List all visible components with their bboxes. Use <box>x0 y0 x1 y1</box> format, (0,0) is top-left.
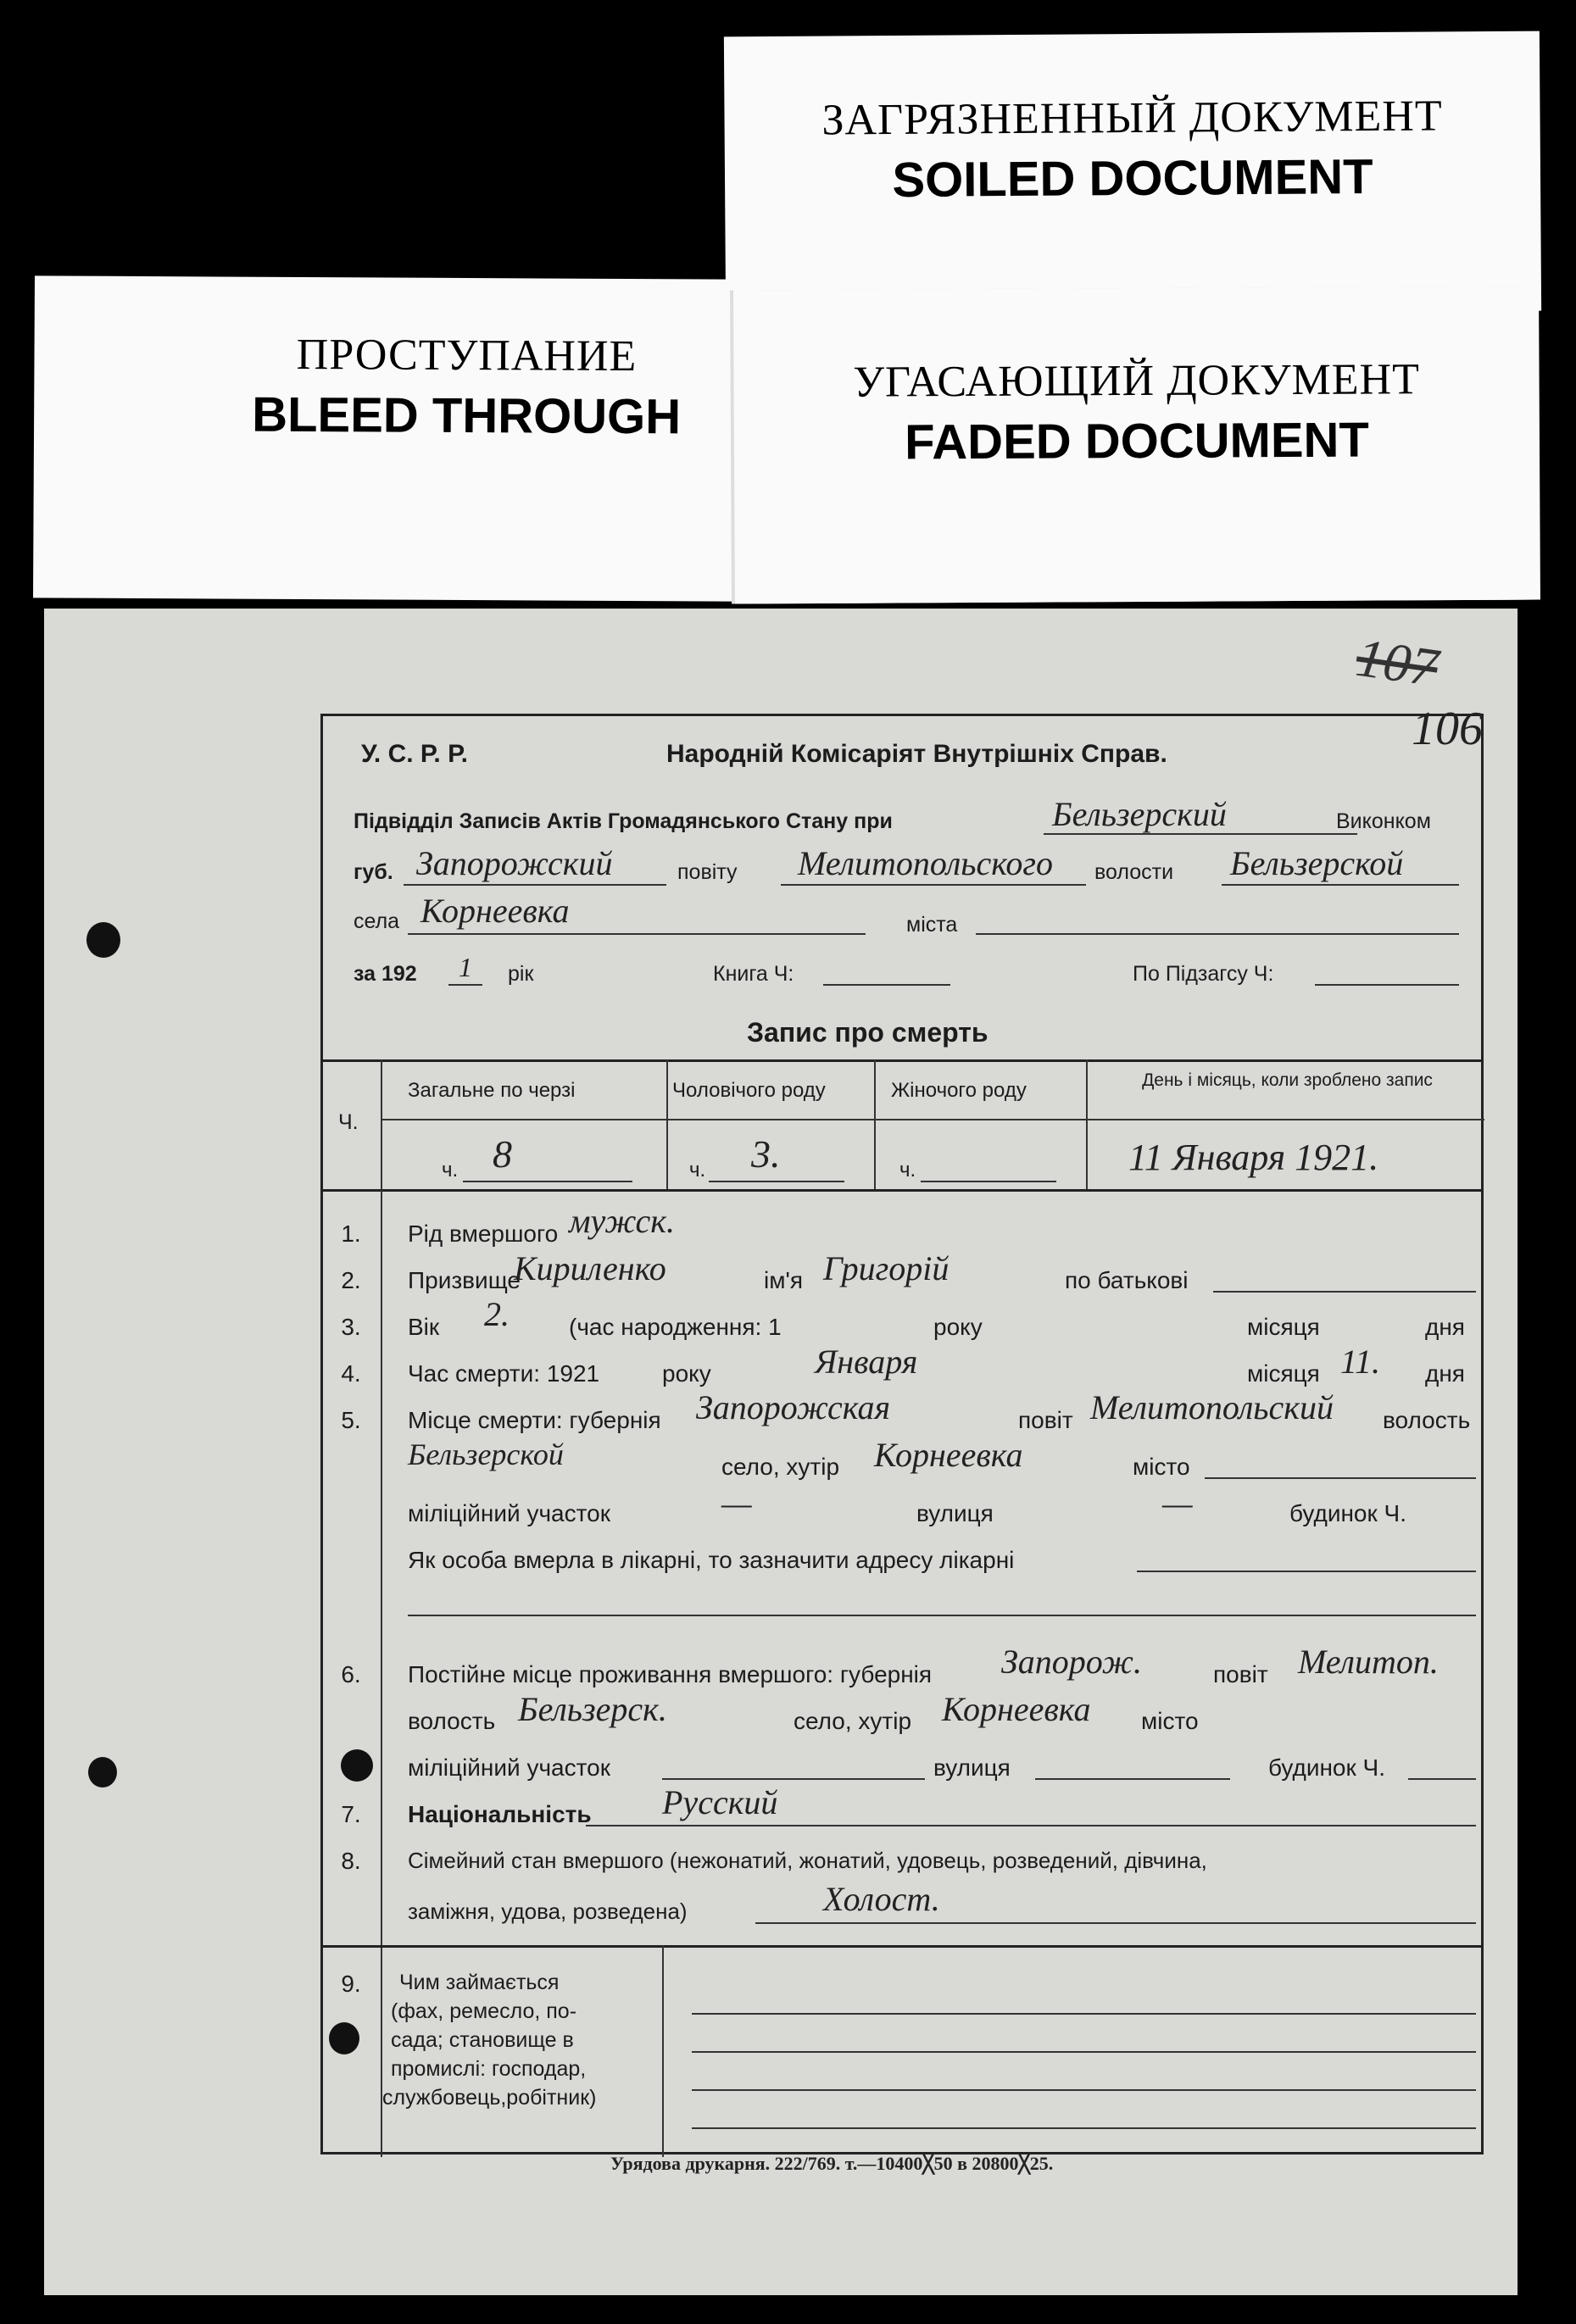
faded-document-card <box>733 286 1540 604</box>
r5-misto-line <box>1205 1477 1476 1479</box>
executive-label: Виконком <box>1336 809 1431 833</box>
r5-label: Місце смерти: губернія <box>408 1407 661 1433</box>
death-record-form <box>320 714 1484 2154</box>
mista-label: міста <box>906 913 958 937</box>
volost-line <box>1222 884 1459 886</box>
r2-label: Призвище <box>408 1267 521 1293</box>
r2-name: Григорій <box>823 1249 949 1287</box>
r6-label: Постійне місце проживання вмершого: губернія <box>408 1661 933 1687</box>
r7-label: Національність <box>408 1801 592 1827</box>
r6-povit-label: повіт <box>1213 1661 1268 1687</box>
soiled-document-card <box>724 31 1541 317</box>
r9-label-3: сада; становище в <box>391 2028 574 2052</box>
r5-vulytsia: вулиця <box>916 1500 994 1526</box>
general-header: Загальне по черзі <box>408 1079 576 1102</box>
row-num-1: 1. <box>341 1220 361 1247</box>
crossed-page-number: 107 <box>1352 626 1442 698</box>
row-num-9: 9. <box>341 1971 361 1997</box>
r5-selo-label: село, хутір <box>721 1454 840 1480</box>
record-title: Запис про смерть <box>747 1017 988 1048</box>
r5-volost-label: волость <box>1383 1407 1471 1433</box>
r6-misto: місто <box>1141 1708 1199 1734</box>
table-divider <box>874 1059 876 1189</box>
r8-label: Сімейний стан вмершого (нежонатий, жонатий, удовець, розведений, дівчина, <box>408 1848 1207 1873</box>
r1-label: Рід вмершого <box>408 1220 559 1247</box>
female-line <box>921 1181 1056 1182</box>
r3-birth: (час народження: 1 <box>569 1314 782 1340</box>
rik-label: рік <box>508 962 534 986</box>
r5-hospital-line2 <box>408 1615 1476 1616</box>
r6-budynok: будинок Ч. <box>1268 1754 1385 1781</box>
r7-value: Русский <box>662 1783 778 1821</box>
povit-handwritten: Мелитопольского <box>798 844 1054 882</box>
executive-handwritten: Бельзерский <box>1052 795 1227 833</box>
row-num-3: 3. <box>341 1314 361 1340</box>
povit-line <box>781 884 1086 886</box>
general-value: 8 <box>493 1132 512 1176</box>
row9-divider <box>662 1945 664 2157</box>
r3-label: Вік <box>408 1314 440 1340</box>
r5-povit: Мелитопольский <box>1090 1388 1334 1426</box>
table-divider <box>1086 1059 1088 1189</box>
gub-handwritten: Запорожский <box>416 844 613 882</box>
r9-label-2: (фах, ремесло, по- <box>391 1999 577 2023</box>
r6-gub: Запорож. <box>1001 1643 1143 1681</box>
r5-dash2: — <box>1162 1484 1193 1522</box>
usrr-title: У. С. Р. Р. <box>361 740 468 768</box>
r9-line <box>692 2013 1476 2015</box>
r6-povit: Мелитоп. <box>1298 1643 1439 1681</box>
r4-label: Час смерти: 1921 <box>408 1360 600 1387</box>
r6-vulytsia-line <box>1035 1778 1230 1780</box>
ch-label: Ч. <box>338 1110 359 1134</box>
r5-dash1: — <box>721 1484 752 1522</box>
bleed-label-en: BLEED THROUGH <box>252 386 682 445</box>
row-num-6: 6. <box>341 1661 361 1687</box>
r9-label-1: Чим займається <box>399 1971 560 1994</box>
r3-roku: року <box>933 1314 983 1340</box>
r6-selo-label: село, хутір <box>794 1708 912 1734</box>
executive-line <box>1044 833 1357 835</box>
gub-line <box>404 884 666 886</box>
soiled-label-ru: ЗАГРЯЗНЕННЫЙ ДОКУМЕНТ <box>821 92 1443 145</box>
r9-line <box>692 2089 1476 2091</box>
subdept-label: Підвідділ Записів Актів Громадянського Стану при <box>354 809 893 833</box>
ministry-title: Народній Комісаріят Внутрішніх Справ. <box>666 740 1167 768</box>
row-num-8: 8. <box>341 1848 361 1874</box>
page-number: 106 <box>1412 703 1483 755</box>
r5-selo: Корнеевка <box>874 1436 1023 1474</box>
r5-militsiya: міліційний участок <box>408 1500 610 1526</box>
r2-name-label: ім'я <box>764 1267 803 1293</box>
bleed-label-ru: ПРОСТУПАНИЕ <box>296 330 638 381</box>
sela-label: села <box>354 909 400 933</box>
punch-hole <box>88 1757 117 1787</box>
row9-top-border <box>323 1945 1481 1948</box>
year-handwritten: 1 <box>459 952 472 982</box>
r6-militsiya: міліційний участок <box>408 1754 610 1781</box>
general-prefix: ч. <box>442 1159 459 1181</box>
male-value: 3. <box>751 1132 781 1176</box>
row-num-5: 5. <box>341 1407 361 1433</box>
r4-month: Января <box>815 1343 918 1381</box>
male-prefix: ч. <box>689 1159 706 1181</box>
r4-roku: року <box>662 1360 711 1387</box>
female-header: Жіночого роду <box>891 1079 1027 1102</box>
table-divider <box>381 1059 382 1189</box>
r5-budynok: будинок Ч. <box>1289 1500 1406 1526</box>
row-num-7: 7. <box>341 1801 361 1827</box>
row-num-2: 2. <box>341 1267 361 1293</box>
male-line <box>709 1181 844 1182</box>
r5-gub: Запорожская <box>696 1388 891 1426</box>
row-num-4: 4. <box>341 1360 361 1387</box>
general-line <box>463 1181 632 1182</box>
r5-hospital: Як особа вмерла в лікарні, то зазначити адресу лікарні <box>408 1547 1015 1573</box>
r1-value: мужск. <box>569 1202 675 1240</box>
r8-line <box>755 1922 1476 1924</box>
r8-value: Холост. <box>823 1880 940 1918</box>
printer-footer: Урядова друкарня. 222/769. т.—10400╳50 в 20800╳25. <box>610 2153 1054 2174</box>
soiled-label-en: SOILED DOCUMENT <box>892 149 1373 208</box>
selo-handwritten: Корнеевка <box>420 892 570 930</box>
table-header-line <box>381 1119 1484 1120</box>
r8-label2: заміжня, удова, розведена) <box>408 1899 688 1924</box>
r5-volost: Бельзерской <box>408 1437 564 1471</box>
r4-day: 11. <box>1340 1343 1381 1381</box>
year-label: за 192 <box>354 962 417 986</box>
gub-label: губ. <box>354 860 393 884</box>
volost-label: волости <box>1094 860 1174 884</box>
r4-misyatsya: місяця <box>1247 1360 1320 1387</box>
r6-volost: Бельзерск. <box>518 1690 667 1728</box>
r9-label-5: службовець,робітник) <box>382 2086 597 2110</box>
year-line <box>448 984 482 986</box>
r2-patr-line <box>1213 1291 1476 1293</box>
punch-hole <box>86 922 120 958</box>
date-value: 11 Января 1921. <box>1128 1137 1379 1178</box>
r3-age: 2. <box>484 1295 510 1333</box>
male-header: Чоловічого роду <box>672 1079 826 1102</box>
r6-volost-label: волость <box>408 1708 496 1734</box>
r6-budynok-line <box>1408 1778 1476 1780</box>
r6-vulytsia: вулиця <box>933 1754 1011 1781</box>
r3-dnya: дня <box>1425 1314 1465 1340</box>
volost-handwritten: Бельзерской <box>1230 844 1404 882</box>
r6-militsiya-line <box>662 1778 925 1780</box>
knyha-label: Книга Ч: <box>713 962 794 986</box>
female-prefix: ч. <box>899 1159 916 1181</box>
knyha-line <box>823 984 950 986</box>
r5-hospital-line <box>1137 1571 1476 1572</box>
r9-line <box>692 2127 1476 2129</box>
table-bottom-border <box>323 1189 1481 1192</box>
pidzahas-line <box>1315 984 1459 986</box>
r5-povit-label: повіт <box>1018 1407 1073 1433</box>
pidzahas-label: По Підзагсу Ч: <box>1133 962 1274 986</box>
date-header: День і місяць, коли зроблено запис <box>1142 1070 1433 1090</box>
povit-label: повіту <box>677 860 738 884</box>
mista-line <box>976 933 1459 935</box>
table-top-border <box>323 1059 1481 1062</box>
r9-line <box>692 2051 1476 2053</box>
faded-label-ru: УГАСАЮЩИЙ ДОКУМЕНТ <box>853 355 1421 407</box>
row-number-divider <box>381 1189 382 2157</box>
r7-line <box>586 1825 1476 1826</box>
r9-label-4: промислі: господар, <box>391 2057 587 2081</box>
r2-surname: Кириленко <box>514 1249 666 1287</box>
table-divider <box>666 1059 668 1189</box>
r5-misto: місто <box>1133 1454 1190 1480</box>
r6-selo: Корнеевка <box>942 1690 1091 1728</box>
faded-label-en: FADED DOCUMENT <box>904 412 1370 470</box>
r4-dnya: дня <box>1425 1360 1465 1387</box>
selo-line <box>408 933 866 935</box>
r3-misyatsya: місяця <box>1247 1314 1320 1340</box>
r2-patr-label: по батькові <box>1065 1267 1189 1293</box>
